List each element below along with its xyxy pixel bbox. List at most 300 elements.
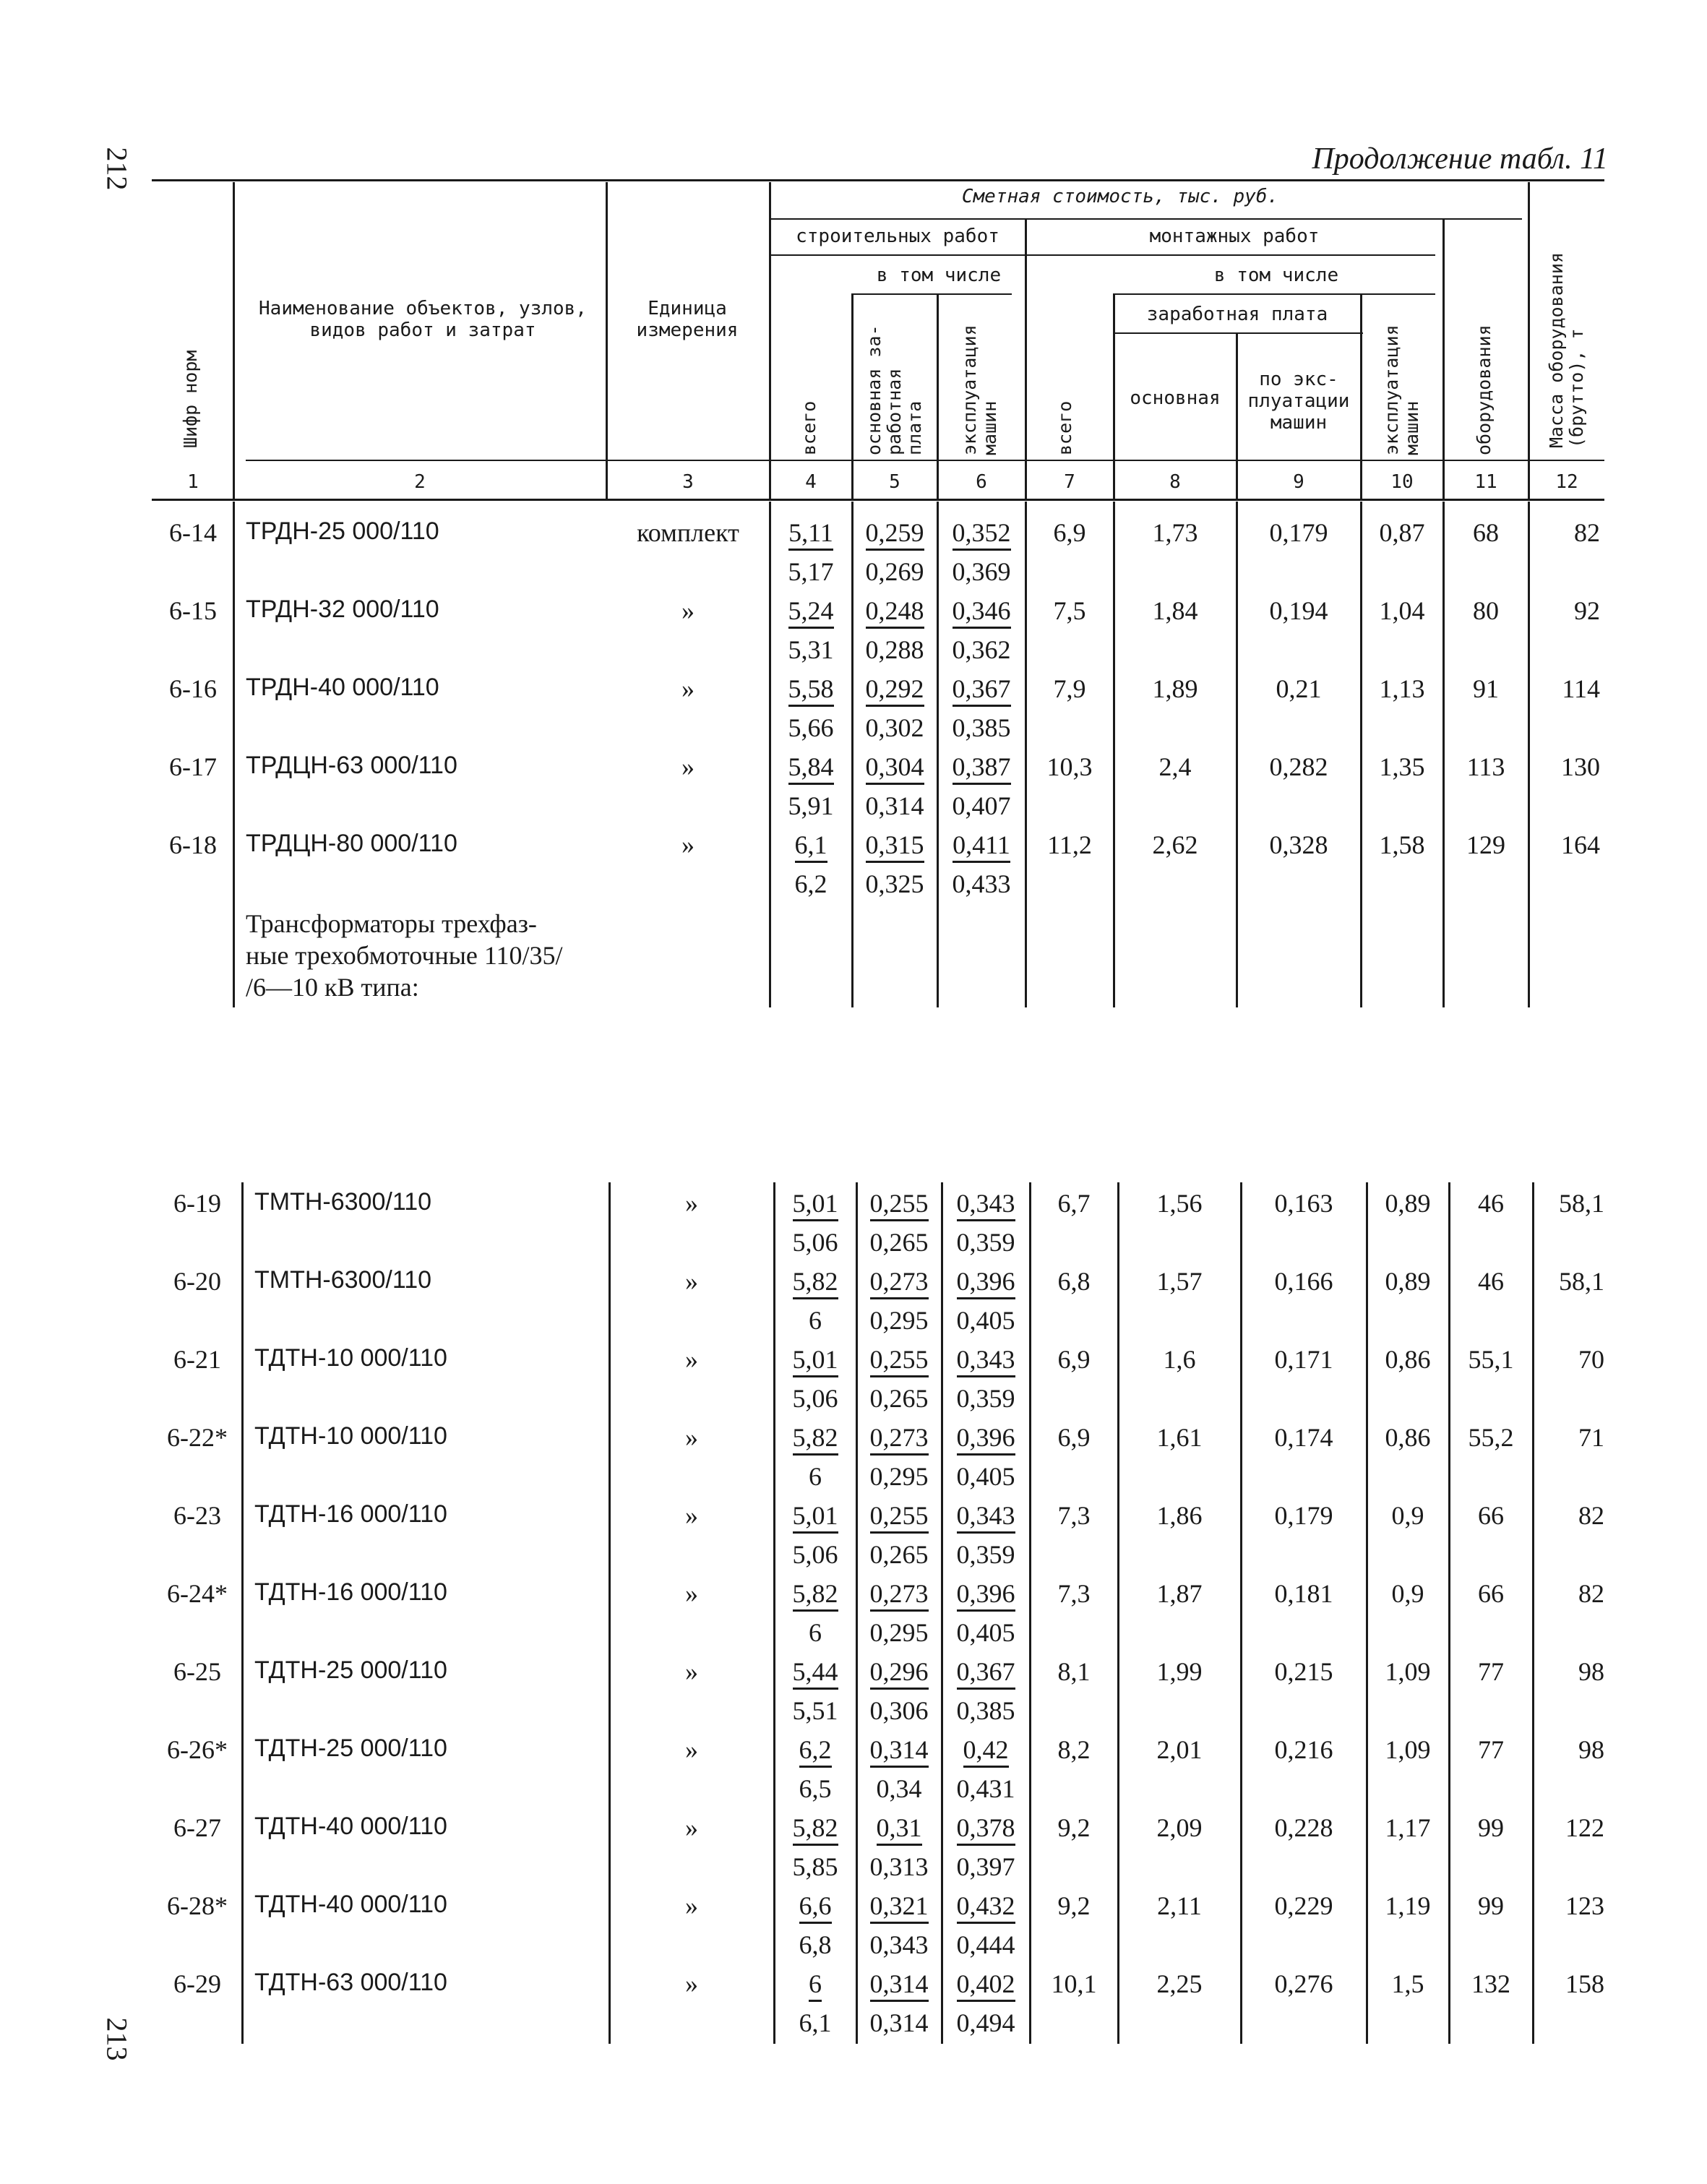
cell-c5-lower: 0,343: [869, 1930, 929, 1959]
header-machine-operation-2: эксплуатация машин: [1381, 324, 1422, 455]
cell-c11: 46: [1478, 1189, 1504, 1218]
cell-name: ТДТН-10 000/110: [254, 1344, 447, 1372]
cell-c5-upper-value: 0,292: [866, 674, 924, 707]
cell-unit: »: [685, 1813, 698, 1842]
header-total-construction: всего: [799, 400, 820, 455]
cell-c12: 58,1: [1559, 1189, 1604, 1218]
cell-c5-lower: 0,295: [869, 1618, 929, 1647]
cell-c4-upper: [776, 1891, 854, 1921]
cell-c9: 0,194: [1269, 596, 1328, 625]
cell-unit: »: [681, 596, 695, 625]
cell-c5-upper-value: 0,315: [866, 830, 924, 863]
cell-c11: 66: [1478, 1579, 1504, 1608]
cell-name: ТДТН-40 000/110: [254, 1891, 447, 1918]
cell-name: ТДТН-25 000/110: [254, 1734, 447, 1762]
cell-c4-lower: 5,51: [792, 1696, 838, 1725]
cell-c11: 80: [1473, 596, 1499, 625]
cell-c8: 2,01: [1156, 1735, 1203, 1764]
cell-c5-upper: [859, 1344, 940, 1375]
cell-c5-lower: 0,269: [865, 557, 924, 586]
cell-c9: 0,179: [1274, 1501, 1333, 1530]
cell-c11: 113: [1466, 752, 1505, 781]
cell-c7: 10,3: [1046, 752, 1093, 781]
cell-c8: 1,73: [1152, 518, 1198, 547]
cell-c7: 9,2: [1057, 1891, 1091, 1920]
cell-unit: »: [681, 752, 695, 781]
cell-c4-upper-value: 5,24: [788, 596, 834, 629]
cell-c5-lower: 0,302: [865, 713, 924, 742]
cell-code: 6-21: [173, 1345, 221, 1374]
cell-c6-upper-value: 0,432: [957, 1891, 1015, 1924]
cell-c9: 0,21: [1276, 674, 1322, 703]
cell-c12: 82: [1574, 518, 1600, 547]
cell-c6-upper: [944, 1813, 1028, 1843]
cell-c9: 0,229: [1274, 1891, 1333, 1920]
cell-c8: 2,62: [1152, 830, 1198, 859]
cell-c5-upper-value: 0,31: [877, 1813, 922, 1846]
header-unit: Единица измерения: [636, 298, 739, 341]
cell-c4-upper: [776, 1656, 854, 1687]
cell-c11: 129: [1466, 830, 1505, 859]
cell-c8: 2,11: [1157, 1891, 1202, 1920]
cell-c4-upper-value: 5,01: [793, 1345, 838, 1377]
cell-c9: 0,171: [1274, 1345, 1333, 1374]
cell-name: ТДТН-16 000/110: [254, 1500, 447, 1528]
cell-unit: »: [685, 1345, 698, 1374]
cell-c6-lower: 0,385: [956, 1696, 1015, 1725]
cell-c4-lower: 5,06: [792, 1540, 838, 1569]
cell-c12: 122: [1565, 1813, 1604, 1842]
cell-c6-lower: 0,397: [956, 1852, 1015, 1881]
cell-name: ТРДН-25 000/110: [246, 517, 439, 545]
cell-c6-lower: 0,405: [956, 1618, 1015, 1647]
cell-c11: 55,2: [1468, 1423, 1514, 1452]
cell-c4-lower: 5,31: [788, 635, 834, 664]
header-estimated-cost: Сметная стоимость, тыс. руб.: [961, 186, 1279, 207]
cell-c4-lower: 5,06: [792, 1228, 838, 1257]
cell-c5-upper: [859, 1891, 940, 1921]
cell-c4-lower: 6: [809, 1462, 822, 1491]
cell-c10: 1,09: [1385, 1657, 1431, 1686]
cell-code: 6-27: [173, 1813, 221, 1842]
cell-c4-upper: [776, 1578, 854, 1609]
cell-code: 6-18: [169, 830, 217, 859]
cell-c5-upper: [854, 596, 935, 626]
cell-code: 6-23: [173, 1501, 221, 1530]
header-wages: заработная плата: [1146, 304, 1328, 325]
cell-c5-lower: 0,313: [869, 1852, 929, 1881]
cell-c12: 123: [1565, 1891, 1604, 1920]
cell-c12: 98: [1578, 1735, 1604, 1764]
header-including-2: в том числе: [1213, 265, 1339, 286]
header-code: Шифр норм: [180, 350, 201, 448]
cell-c7: 8,2: [1057, 1735, 1091, 1764]
cell-c8: 2,25: [1156, 1969, 1203, 1998]
cell-c5-lower: 0,288: [865, 635, 924, 664]
cell-c5-upper: [854, 830, 935, 860]
cell-c12: 92: [1574, 596, 1600, 625]
cell-name: ТМТН-6300/110: [254, 1266, 432, 1294]
cell-c6-lower: 0,494: [956, 2008, 1015, 2037]
cell-c8: 1,57: [1156, 1267, 1203, 1296]
cell-c5-lower: 0,265: [869, 1228, 929, 1257]
cell-c5-upper-value: 0,273: [870, 1579, 929, 1612]
cell-c6-lower: 0,359: [956, 1540, 1015, 1569]
cell-unit: »: [685, 1579, 698, 1608]
cell-c4-upper: [772, 830, 850, 860]
cell-c6-upper-value: 0,367: [957, 1657, 1015, 1690]
cell-c5-upper: [859, 1969, 940, 1999]
cell-c10: 0,89: [1385, 1267, 1431, 1296]
cell-c7: 11,2: [1047, 830, 1092, 859]
cell-c6-upper-value: 0,387: [953, 752, 1011, 785]
cell-c10: 1,58: [1379, 830, 1425, 859]
cell-c5-upper-value: 0,273: [870, 1423, 929, 1456]
cell-c4-upper-value: 5,01: [793, 1501, 838, 1534]
cell-c6-upper-value: 0,402: [957, 1969, 1015, 2002]
cell-c7: 10,1: [1051, 1969, 1097, 1998]
cell-c9: 0,328: [1269, 830, 1328, 859]
cell-c7: 9,2: [1057, 1813, 1091, 1842]
cell-c5-lower: 0,295: [869, 1462, 929, 1491]
cell-c4-lower: 5,91: [788, 791, 834, 820]
cell-name: ТДТН-63 000/110: [254, 1969, 447, 1996]
cell-c4-upper: [772, 596, 850, 626]
cell-c7: 8,1: [1057, 1657, 1091, 1686]
cell-c4-upper-value: 5,82: [793, 1423, 838, 1456]
cell-c4-upper: [776, 1500, 854, 1531]
cell-c5-upper: [859, 1656, 940, 1687]
header-machine-operation-1: эксплуатация машин: [959, 324, 1000, 455]
cell-c5-upper: [854, 752, 935, 782]
cell-c6-upper-value: 0,343: [957, 1345, 1015, 1377]
cell-c4-upper: [776, 1734, 854, 1765]
cell-c8: 1,84: [1152, 596, 1198, 625]
header-basic: основная: [1130, 387, 1221, 409]
cell-c4-upper-value: 6: [809, 1969, 822, 2002]
header-machine-wages: по экс- плуатации машин: [1247, 369, 1350, 434]
cell-name: ТМТН-6300/110: [254, 1188, 432, 1216]
cell-c11: 68: [1473, 518, 1499, 547]
cell-c6-upper-value: 0,396: [957, 1267, 1015, 1299]
cell-c8: 1,6: [1163, 1345, 1196, 1374]
cell-c12: 114: [1562, 674, 1600, 703]
cell-c5-upper-value: 0,255: [870, 1189, 929, 1221]
cell-c6-lower: 0,369: [952, 557, 1011, 586]
cell-c6-upper-value: 0,343: [957, 1501, 1015, 1534]
cell-c6-upper: [944, 1188, 1028, 1218]
cell-c12: 70: [1578, 1345, 1604, 1374]
cell-c5-upper: [859, 1734, 940, 1765]
cell-c4-lower: 5,06: [792, 1384, 838, 1413]
cell-c7: 7,3: [1057, 1501, 1091, 1530]
cell-c6-upper-value: 0,352: [953, 518, 1011, 551]
cell-c11: 77: [1478, 1657, 1504, 1686]
cell-c4-upper-value: 6,2: [799, 1735, 832, 1768]
cell-c10: 1,13: [1379, 674, 1425, 703]
cell-c4-lower: 6,5: [799, 1774, 832, 1803]
cell-c4-upper: [776, 1813, 854, 1843]
cell-c4-upper-value: 5,44: [793, 1657, 838, 1690]
cell-c4-upper: [772, 517, 850, 548]
cell-c6-lower: 0,385: [952, 713, 1011, 742]
cell-c4-upper-value: 5,82: [793, 1579, 838, 1612]
cell-c6-upper-value: 0,42: [963, 1735, 1009, 1768]
cell-c5-lower: 0,314: [869, 2008, 929, 2037]
cell-c10: 0,89: [1385, 1189, 1431, 1218]
cell-c7: 6,8: [1057, 1267, 1091, 1296]
cell-c5-lower: 0,325: [865, 869, 924, 898]
cell-code: 6-28*: [167, 1891, 228, 1920]
cell-unit: »: [685, 1423, 698, 1452]
cell-c6-upper: [940, 830, 1023, 860]
cell-c11: 91: [1473, 674, 1499, 703]
cell-c9: 0,166: [1274, 1267, 1333, 1296]
cell-c10: 0,86: [1385, 1345, 1431, 1374]
cell-c6-lower: 0,444: [956, 1930, 1015, 1959]
cell-c8: 1,61: [1156, 1423, 1203, 1452]
cell-code: 6-16: [169, 674, 217, 703]
cell-c9: 0,163: [1274, 1189, 1333, 1218]
cell-c6-upper-value: 0,396: [957, 1579, 1015, 1612]
cell-c6-lower: 0,405: [956, 1462, 1015, 1491]
cell-code: 6-29: [173, 1969, 221, 1998]
cell-c6-lower: 0,431: [956, 1774, 1015, 1803]
cell-c8: 2,09: [1156, 1813, 1203, 1842]
cell-c5-upper: [854, 674, 935, 704]
cell-c5-lower: 0,314: [865, 791, 924, 820]
cell-c5-upper: [859, 1813, 940, 1843]
cell-c6-upper: [944, 1656, 1028, 1687]
cell-unit: »: [685, 1969, 698, 1998]
cell-c4-upper: [772, 752, 850, 782]
cell-c10: 1,09: [1385, 1735, 1431, 1764]
section-note: Трансформаторы трехфаз- ные трехобмоточные 110/35/ /6—10 кВ типа:: [246, 909, 563, 1002]
cell-c6-upper: [944, 1578, 1028, 1609]
cell-c7: 6,9: [1057, 1423, 1091, 1452]
table-continuation-title: Продолжение табл. 11: [1312, 142, 1608, 176]
cell-c4-upper-value: 6,1: [795, 830, 827, 863]
cell-c8: 1,56: [1156, 1189, 1203, 1218]
cell-c10: 1,19: [1385, 1891, 1431, 1920]
cell-c5-lower: 0,34: [876, 1774, 922, 1803]
cell-c6-upper-value: 0,396: [957, 1423, 1015, 1456]
cell-c6-lower: 0,359: [956, 1384, 1015, 1413]
cell-c6-upper: [944, 1422, 1028, 1453]
cell-name: ТРДЦН-80 000/110: [246, 830, 457, 857]
cell-c5-lower: 0,295: [869, 1306, 929, 1335]
cell-c4-lower: 6,1: [799, 2008, 832, 2037]
cell-c11: 46: [1478, 1267, 1504, 1296]
cell-c11: 132: [1471, 1969, 1510, 1998]
cell-unit: »: [685, 1189, 698, 1218]
cell-c6-upper-value: 0,343: [957, 1189, 1015, 1221]
cell-c5-lower: 0,265: [869, 1540, 929, 1569]
cell-c10: 0,9: [1391, 1579, 1424, 1608]
cell-c5-upper-value: 0,259: [866, 518, 924, 551]
cell-code: 6-20: [173, 1267, 221, 1296]
cell-c6-upper-value: 0,378: [957, 1813, 1015, 1846]
cell-c5-upper: [859, 1266, 940, 1297]
cell-code: 6-25: [173, 1657, 221, 1686]
cell-c12: 82: [1578, 1579, 1604, 1608]
cell-c4-upper: [776, 1422, 854, 1453]
cell-c10: 1,04: [1379, 596, 1425, 625]
left-page-number: 212: [100, 147, 134, 191]
cell-unit: »: [685, 1267, 698, 1296]
cell-name: ТДТН-10 000/110: [254, 1422, 447, 1450]
cell-c10: 0,9: [1391, 1501, 1424, 1530]
header-construction: строительных работ: [796, 225, 999, 247]
cell-c5-upper-value: 0,321: [870, 1891, 929, 1924]
cell-c6-upper: [944, 1891, 1028, 1921]
cell-c10: 0,86: [1385, 1423, 1431, 1452]
cell-c11: 77: [1478, 1735, 1504, 1764]
cell-c12: 71: [1578, 1423, 1604, 1452]
cell-c4-upper-value: 5,11: [788, 518, 833, 551]
cell-c4-upper: [776, 1188, 854, 1218]
cell-c12: 98: [1578, 1657, 1604, 1686]
cell-c5-upper: [859, 1188, 940, 1218]
cell-c12: 158: [1565, 1969, 1604, 1998]
cell-c7: 7,5: [1053, 596, 1086, 625]
cell-c9: 0,228: [1274, 1813, 1333, 1842]
cell-c5-upper: [854, 517, 935, 548]
cell-c7: 7,9: [1053, 674, 1086, 703]
cell-c4-upper: [776, 1969, 854, 1999]
cell-c7: 6,9: [1053, 518, 1086, 547]
cell-c6-lower: 0,359: [956, 1228, 1015, 1257]
cell-c5-upper-value: 0,314: [870, 1969, 929, 2002]
cell-unit: »: [685, 1891, 698, 1920]
cell-c12: 58,1: [1559, 1267, 1604, 1296]
cell-c6-upper: [944, 1500, 1028, 1531]
cell-c6-upper: [940, 517, 1023, 548]
cell-c9: 0,181: [1274, 1579, 1333, 1608]
cell-name: ТДТН-25 000/110: [254, 1656, 447, 1684]
cell-c6-lower: 0,405: [956, 1306, 1015, 1335]
cell-c8: 1,87: [1156, 1579, 1203, 1608]
cell-c5-upper-value: 0,248: [866, 596, 924, 629]
cell-c12: 164: [1561, 830, 1600, 859]
cell-c6-upper: [940, 752, 1023, 782]
cell-c5-upper-value: 0,255: [870, 1345, 929, 1377]
cell-c6-upper-value: 0,367: [953, 674, 1011, 707]
cell-c8: 1,89: [1152, 674, 1198, 703]
cell-c4-lower: 5,17: [788, 557, 834, 586]
cell-c9: 0,174: [1274, 1423, 1333, 1452]
cell-code: 6-26*: [167, 1735, 228, 1764]
cell-unit: »: [681, 674, 695, 703]
cell-unit: »: [685, 1657, 698, 1686]
cell-c4-upper-value: 5,01: [793, 1189, 838, 1221]
cell-c4-lower: 6: [809, 1618, 822, 1647]
cell-c7: 6,7: [1057, 1189, 1091, 1218]
cell-c6-upper: [944, 1266, 1028, 1297]
cell-c4-lower: 6,2: [794, 869, 827, 898]
cell-c6-upper: [944, 1969, 1028, 1999]
cell-unit: »: [681, 830, 695, 859]
cell-c5-lower: 0,306: [869, 1696, 929, 1725]
cell-c9: 0,179: [1269, 518, 1328, 547]
header-equipment: оборудования: [1474, 324, 1495, 455]
right-page-number: 213: [100, 2017, 134, 2061]
cell-c5-upper-value: 0,255: [870, 1501, 929, 1534]
cell-c10: 1,35: [1379, 752, 1425, 781]
header-installation: монтажных работ: [1149, 225, 1320, 247]
cell-c5-upper-value: 0,296: [870, 1657, 929, 1690]
cell-c8: 1,99: [1156, 1657, 1203, 1686]
cell-code: 6-24*: [167, 1579, 228, 1608]
cell-c4-upper-value: 5,58: [788, 674, 834, 707]
cell-c5-lower: 0,265: [869, 1384, 929, 1413]
cell-c6-lower: 0,433: [952, 869, 1011, 898]
cell-name: ТРДН-40 000/110: [246, 674, 439, 701]
cell-c9: 0,215: [1274, 1657, 1333, 1686]
cell-c10: 0,87: [1379, 518, 1425, 547]
cell-unit: »: [685, 1501, 698, 1530]
cell-c4-upper: [776, 1344, 854, 1375]
cell-c4-upper-value: 6,6: [799, 1891, 832, 1924]
cell-c4-upper-value: 5,82: [793, 1267, 838, 1299]
cell-c6-upper-value: 0,346: [953, 596, 1011, 629]
cell-c6-upper: [940, 596, 1023, 626]
cell-c7: 6,9: [1057, 1345, 1091, 1374]
cell-c4-upper: [772, 674, 850, 704]
cell-c6-upper: [944, 1734, 1028, 1765]
cell-c8: 1,86: [1156, 1501, 1203, 1530]
cell-c9: 0,216: [1274, 1735, 1333, 1764]
header-name: Наименование объектов, узлов, видов работ и затрат: [259, 298, 587, 341]
cell-c5-upper: [859, 1500, 940, 1531]
cell-code: 6-22*: [167, 1423, 228, 1452]
cell-unit: »: [685, 1735, 698, 1764]
cell-code: 6-17: [169, 752, 217, 781]
cell-c5-upper: [859, 1422, 940, 1453]
cell-c4-upper-value: 5,84: [788, 752, 834, 785]
cell-code: 6-19: [173, 1189, 221, 1218]
header-basic-wages: основная за- работная плата: [864, 324, 925, 455]
cell-c5-upper-value: 0,304: [866, 752, 924, 785]
cell-code: 6-14: [169, 518, 217, 547]
cell-c4-upper: [776, 1266, 854, 1297]
cell-c11: 55,1: [1468, 1345, 1514, 1374]
cell-code: 6-15: [169, 596, 217, 625]
cell-unit: комплект: [637, 518, 739, 547]
cell-c11: 99: [1478, 1813, 1504, 1842]
cell-c6-lower: 0,362: [952, 635, 1011, 664]
cell-c7: 7,3: [1057, 1579, 1091, 1608]
cell-c6-lower: 0,407: [952, 791, 1011, 820]
cell-c11: 99: [1478, 1891, 1504, 1920]
cell-c4-upper-value: 5,82: [793, 1813, 838, 1846]
cell-c5-upper: [859, 1578, 940, 1609]
header-equipment-mass: Масса оборудования (брутто), т: [1546, 252, 1587, 448]
cell-c9: 0,282: [1269, 752, 1328, 781]
cell-c4-lower: 5,66: [788, 713, 834, 742]
cell-c12: 82: [1578, 1501, 1604, 1530]
cell-name: ТРДЦН-63 000/110: [246, 752, 457, 779]
cell-c11: 66: [1478, 1501, 1504, 1530]
cell-c4-lower: 6: [809, 1306, 822, 1335]
cell-c10: 1,17: [1385, 1813, 1431, 1842]
cell-c10: 1,5: [1391, 1969, 1424, 1998]
cell-c9: 0,276: [1274, 1969, 1333, 1998]
cell-name: ТРДН-32 000/110: [246, 596, 439, 623]
cell-c4-lower: 5,85: [792, 1852, 838, 1881]
cell-name: ТДТН-16 000/110: [254, 1578, 447, 1606]
cell-name: ТДТН-40 000/110: [254, 1813, 447, 1840]
